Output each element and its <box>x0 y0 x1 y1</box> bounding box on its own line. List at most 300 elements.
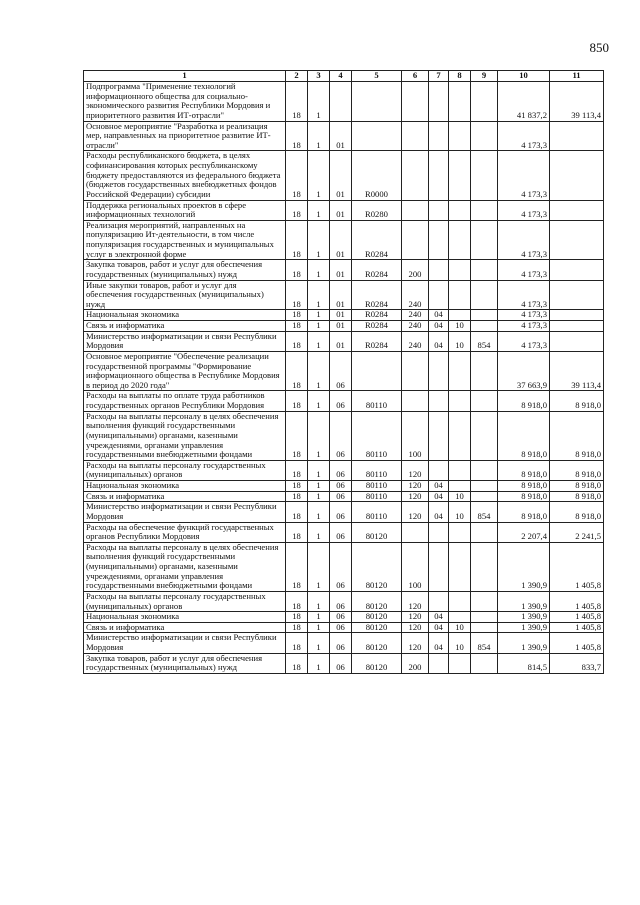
row-code-3-cell: 1 <box>308 460 330 480</box>
row-code-3-cell: 1 <box>308 633 330 653</box>
row-code-6-cell: 120 <box>402 460 429 480</box>
row-code-8-cell <box>449 260 471 280</box>
row-code-7-cell <box>429 522 449 542</box>
row-code-2-cell: 18 <box>286 121 308 151</box>
row-code-9-cell <box>471 481 498 492</box>
row-code-3-cell: 1 <box>308 411 330 460</box>
row-code-9-cell <box>471 542 498 591</box>
row-amount-11-cell: 8 918,0 <box>550 502 604 522</box>
row-code-8-cell <box>449 460 471 480</box>
row-name-cell: Основное мероприятие "Разработка и реализация мер, направленных на приоритетное развитие ИТ-отрасли" <box>84 121 286 151</box>
row-amount-10-cell: 4 173,3 <box>498 280 550 310</box>
row-code-4-cell: 06 <box>330 591 352 611</box>
row-code-3-cell: 1 <box>308 491 330 502</box>
row-code-6-cell: 120 <box>402 622 429 633</box>
row-code-4-cell <box>330 82 352 122</box>
row-code-6-cell: 240 <box>402 280 429 310</box>
row-amount-10-cell: 8 918,0 <box>498 481 550 492</box>
row-code-5-cell: 80110 <box>352 411 402 460</box>
table-row <box>84 491 604 502</box>
row-amount-10-cell: 8 918,0 <box>498 460 550 480</box>
row-code-9-cell <box>471 82 498 122</box>
row-code-5-cell: R0284 <box>352 220 402 260</box>
row-code-8-cell <box>449 653 471 673</box>
row-code-9-cell <box>471 280 498 310</box>
row-code-6-cell <box>402 522 429 542</box>
header-col-4: 4 <box>330 71 352 82</box>
row-code-6-cell: 240 <box>402 331 429 351</box>
header-col-5: 5 <box>352 71 402 82</box>
row-code-4-cell: 06 <box>330 612 352 623</box>
header-col-11: 11 <box>550 71 604 82</box>
row-code-9-cell: 854 <box>471 502 498 522</box>
table-header-row <box>84 71 604 82</box>
budget-table <box>83 70 604 674</box>
table-row <box>84 522 604 542</box>
row-code-8-cell: 10 <box>449 321 471 332</box>
row-code-7-cell: 04 <box>429 321 449 332</box>
row-code-2-cell: 18 <box>286 481 308 492</box>
row-name-cell: Расходы республиканского бюджета, в целях софинансирования которых республиканскому бюджету предоставляются из федерального бюджета (бюджетов государственных внебюджетных фондов Российской Федерации) субсидии <box>84 151 286 200</box>
row-code-9-cell <box>471 591 498 611</box>
row-code-5-cell <box>352 82 402 122</box>
row-code-5-cell: 80120 <box>352 653 402 673</box>
row-name-cell: Министерство информатизации и связи Республики Мордовия <box>84 633 286 653</box>
row-amount-10-cell: 1 390,9 <box>498 542 550 591</box>
row-code-4-cell: 06 <box>330 351 352 391</box>
header-col-6: 6 <box>402 71 429 82</box>
row-code-8-cell <box>449 200 471 220</box>
row-name-cell: Национальная экономика <box>84 612 286 623</box>
row-code-2-cell: 18 <box>286 310 308 321</box>
table-row <box>84 481 604 492</box>
table-row <box>84 502 604 522</box>
table-row <box>84 460 604 480</box>
row-code-7-cell <box>429 653 449 673</box>
header-col-10: 10 <box>498 71 550 82</box>
row-code-3-cell: 1 <box>308 591 330 611</box>
row-code-6-cell: 100 <box>402 411 429 460</box>
row-code-5-cell: 80120 <box>352 542 402 591</box>
row-code-3-cell: 1 <box>308 481 330 492</box>
row-amount-11-cell <box>550 321 604 332</box>
row-code-2-cell: 18 <box>286 280 308 310</box>
row-amount-11-cell: 8 918,0 <box>550 391 604 411</box>
header-col-8: 8 <box>449 71 471 82</box>
row-amount-11-cell: 39 113,4 <box>550 351 604 391</box>
row-code-2-cell: 18 <box>286 460 308 480</box>
row-code-4-cell: 06 <box>330 522 352 542</box>
row-amount-11-cell: 8 918,0 <box>550 411 604 460</box>
row-code-2-cell: 18 <box>286 622 308 633</box>
row-code-7-cell: 04 <box>429 612 449 623</box>
row-code-5-cell: 80120 <box>352 612 402 623</box>
table-row <box>84 411 604 460</box>
row-code-5-cell: 80110 <box>352 481 402 492</box>
row-amount-11-cell: 8 918,0 <box>550 460 604 480</box>
row-code-8-cell <box>449 280 471 310</box>
row-code-2-cell: 18 <box>286 200 308 220</box>
page-number: 850 <box>589 40 609 55</box>
row-name-cell: Расходы на выплаты персоналу государственных (муниципальных) органов <box>84 591 286 611</box>
row-amount-10-cell: 1 390,9 <box>498 591 550 611</box>
row-code-3-cell: 1 <box>308 151 330 200</box>
row-code-2-cell: 18 <box>286 591 308 611</box>
row-amount-11-cell <box>550 121 604 151</box>
row-code-8-cell: 10 <box>449 331 471 351</box>
row-code-2-cell: 18 <box>286 351 308 391</box>
table-row <box>84 542 604 591</box>
row-name-cell: Расходы на обеспечение функций государственных органов Республики Мордовия <box>84 522 286 542</box>
row-code-9-cell <box>471 121 498 151</box>
row-name-cell: Закупка товаров, работ и услуг для обеспечения государственных (муниципальных) нужд <box>84 260 286 280</box>
row-code-7-cell: 04 <box>429 622 449 633</box>
row-name-cell: Министерство информатизации и связи Республики Мордовия <box>84 502 286 522</box>
row-amount-10-cell: 8 918,0 <box>498 411 550 460</box>
row-code-6-cell: 200 <box>402 260 429 280</box>
row-code-4-cell: 06 <box>330 491 352 502</box>
row-code-9-cell <box>471 151 498 200</box>
row-code-7-cell <box>429 220 449 260</box>
row-code-9-cell <box>471 653 498 673</box>
row-code-7-cell <box>429 460 449 480</box>
row-code-4-cell: 06 <box>330 633 352 653</box>
row-code-3-cell: 1 <box>308 82 330 122</box>
table-row <box>84 121 604 151</box>
row-code-4-cell: 01 <box>330 321 352 332</box>
row-code-8-cell: 10 <box>449 633 471 653</box>
row-name-cell: Расходы на выплаты по оплате труда работников государственных органов Республики Мордовия <box>84 391 286 411</box>
row-code-7-cell: 04 <box>429 633 449 653</box>
row-code-5-cell: 80110 <box>352 460 402 480</box>
row-code-8-cell <box>449 121 471 151</box>
row-code-8-cell <box>449 82 471 122</box>
table-row <box>84 280 604 310</box>
row-amount-11-cell: 1 405,8 <box>550 591 604 611</box>
row-code-3-cell: 1 <box>308 121 330 151</box>
row-name-cell: Национальная экономика <box>84 481 286 492</box>
row-amount-10-cell: 8 918,0 <box>498 502 550 522</box>
row-code-8-cell <box>449 151 471 200</box>
row-code-5-cell: 80110 <box>352 391 402 411</box>
row-amount-11-cell: 1 405,8 <box>550 612 604 623</box>
row-code-9-cell <box>471 622 498 633</box>
row-code-7-cell <box>429 260 449 280</box>
row-code-8-cell: 10 <box>449 502 471 522</box>
row-name-cell: Расходы на выплаты персоналу государственных (муниципальных) органов <box>84 460 286 480</box>
row-code-6-cell <box>402 220 429 260</box>
row-code-2-cell: 18 <box>286 220 308 260</box>
row-amount-11-cell: 39 113,4 <box>550 82 604 122</box>
row-code-6-cell: 120 <box>402 502 429 522</box>
row-amount-10-cell: 4 173,3 <box>498 321 550 332</box>
row-amount-10-cell: 2 207,4 <box>498 522 550 542</box>
row-code-6-cell <box>402 151 429 200</box>
row-code-4-cell: 01 <box>330 121 352 151</box>
row-code-7-cell: 04 <box>429 502 449 522</box>
row-code-5-cell: 80120 <box>352 622 402 633</box>
header-col-1: 1 <box>84 71 286 82</box>
row-code-9-cell <box>471 411 498 460</box>
table-row <box>84 321 604 332</box>
row-name-cell: Расходы на выплаты персоналу в целях обеспечения выполнения функций государственными (муниципальными) органами, казенными учреждениями, органами управления государственными внебюджетными фондами <box>84 411 286 460</box>
row-code-9-cell <box>471 460 498 480</box>
row-code-6-cell: 120 <box>402 491 429 502</box>
table-row <box>84 351 604 391</box>
row-code-9-cell <box>471 200 498 220</box>
row-code-8-cell <box>449 310 471 321</box>
row-code-4-cell: 06 <box>330 653 352 673</box>
row-code-6-cell <box>402 391 429 411</box>
row-code-9-cell <box>471 260 498 280</box>
row-code-2-cell: 18 <box>286 411 308 460</box>
row-name-cell: Поддержка региональных проектов в сфере информационных технологий <box>84 200 286 220</box>
row-code-9-cell <box>471 391 498 411</box>
row-code-9-cell <box>471 491 498 502</box>
header-col-7: 7 <box>429 71 449 82</box>
row-code-6-cell: 120 <box>402 591 429 611</box>
row-code-2-cell: 18 <box>286 260 308 280</box>
table-row <box>84 622 604 633</box>
row-code-9-cell: 854 <box>471 331 498 351</box>
table-row <box>84 82 604 122</box>
row-code-9-cell <box>471 220 498 260</box>
row-amount-11-cell <box>550 200 604 220</box>
row-amount-11-cell: 8 918,0 <box>550 491 604 502</box>
row-amount-10-cell: 41 837,2 <box>498 82 550 122</box>
row-amount-10-cell: 1 390,9 <box>498 633 550 653</box>
row-name-cell: Связь и информатика <box>84 321 286 332</box>
row-name-cell: Расходы на выплаты персоналу в целях обеспечения выполнения функций государственными (муниципальными) органами, казенными учреждениями, органами управления государственными внебюджетными фондами <box>84 542 286 591</box>
row-code-7-cell <box>429 411 449 460</box>
row-code-7-cell: 04 <box>429 491 449 502</box>
row-code-3-cell: 1 <box>308 331 330 351</box>
row-code-7-cell <box>429 121 449 151</box>
row-amount-11-cell <box>550 151 604 200</box>
row-code-7-cell <box>429 200 449 220</box>
row-code-5-cell: R0000 <box>352 151 402 200</box>
row-amount-10-cell: 4 173,3 <box>498 260 550 280</box>
row-amount-11-cell <box>550 220 604 260</box>
row-code-4-cell: 01 <box>330 310 352 321</box>
row-code-4-cell: 01 <box>330 280 352 310</box>
row-code-5-cell: R0284 <box>352 310 402 321</box>
row-code-5-cell: 80120 <box>352 591 402 611</box>
row-code-7-cell: 04 <box>429 310 449 321</box>
row-code-6-cell <box>402 82 429 122</box>
row-name-cell: Закупка товаров, работ и услуг для обеспечения государственных (муниципальных) нужд <box>84 653 286 673</box>
row-code-4-cell: 06 <box>330 622 352 633</box>
row-name-cell: Связь и информатика <box>84 622 286 633</box>
row-code-7-cell: 04 <box>429 481 449 492</box>
row-code-5-cell: 80110 <box>352 491 402 502</box>
row-code-6-cell <box>402 200 429 220</box>
row-code-8-cell <box>449 591 471 611</box>
row-code-5-cell: 80120 <box>352 633 402 653</box>
row-code-4-cell: 06 <box>330 460 352 480</box>
row-code-6-cell: 200 <box>402 653 429 673</box>
row-amount-11-cell: 1 405,8 <box>550 633 604 653</box>
row-code-7-cell <box>429 591 449 611</box>
row-amount-10-cell: 814,5 <box>498 653 550 673</box>
row-code-4-cell: 06 <box>330 481 352 492</box>
row-code-6-cell: 240 <box>402 321 429 332</box>
row-code-3-cell: 1 <box>308 391 330 411</box>
row-code-4-cell: 01 <box>330 260 352 280</box>
row-code-3-cell: 1 <box>308 351 330 391</box>
row-code-2-cell: 18 <box>286 502 308 522</box>
row-code-8-cell <box>449 391 471 411</box>
row-amount-11-cell: 1 405,8 <box>550 622 604 633</box>
row-code-8-cell: 10 <box>449 622 471 633</box>
row-code-6-cell: 120 <box>402 633 429 653</box>
row-code-8-cell <box>449 351 471 391</box>
row-code-2-cell: 18 <box>286 82 308 122</box>
row-code-2-cell: 18 <box>286 612 308 623</box>
row-amount-10-cell: 4 173,3 <box>498 151 550 200</box>
header-col-2: 2 <box>286 71 308 82</box>
row-code-6-cell: 120 <box>402 612 429 623</box>
row-name-cell: Иные закупки товаров, работ и услуг для обеспечения государственных (муниципальных) нужд <box>84 280 286 310</box>
row-amount-10-cell: 4 173,3 <box>498 310 550 321</box>
row-code-8-cell <box>449 220 471 260</box>
row-name-cell: Национальная экономика <box>84 310 286 321</box>
row-code-3-cell: 1 <box>308 612 330 623</box>
row-code-5-cell: R0284 <box>352 260 402 280</box>
row-code-5-cell <box>352 351 402 391</box>
row-code-3-cell: 1 <box>308 653 330 673</box>
row-code-7-cell <box>429 542 449 591</box>
row-amount-10-cell: 8 918,0 <box>498 491 550 502</box>
table-row <box>84 591 604 611</box>
row-name-cell: Основное мероприятие "Обеспечение реализации государственной программы "Формирование информационного общества в Республике Мордовия в период до 2020 года" <box>84 351 286 391</box>
row-code-5-cell <box>352 121 402 151</box>
row-code-2-cell: 18 <box>286 522 308 542</box>
row-code-3-cell: 1 <box>308 310 330 321</box>
table-row <box>84 391 604 411</box>
row-amount-10-cell: 4 173,3 <box>498 121 550 151</box>
row-code-4-cell: 01 <box>330 331 352 351</box>
row-code-5-cell: R0284 <box>352 280 402 310</box>
row-code-7-cell <box>429 151 449 200</box>
row-name-cell: Реализация мероприятий, направленных на популяризацию Ит-деятельности, в том числе популяризация государственных и муниципальных услуг в электронной форме <box>84 220 286 260</box>
table-body <box>84 82 604 674</box>
row-code-3-cell: 1 <box>308 542 330 591</box>
row-amount-11-cell <box>550 310 604 321</box>
row-code-8-cell: 10 <box>449 491 471 502</box>
row-code-2-cell: 18 <box>286 653 308 673</box>
row-name-cell: Связь и информатика <box>84 491 286 502</box>
row-code-4-cell: 01 <box>330 220 352 260</box>
row-amount-10-cell: 1 390,9 <box>498 622 550 633</box>
row-amount-10-cell: 4 173,3 <box>498 220 550 260</box>
row-code-9-cell <box>471 310 498 321</box>
row-code-7-cell <box>429 391 449 411</box>
row-code-6-cell: 240 <box>402 310 429 321</box>
row-code-4-cell: 06 <box>330 391 352 411</box>
row-code-3-cell: 1 <box>308 622 330 633</box>
row-code-5-cell: R0280 <box>352 200 402 220</box>
row-code-2-cell: 18 <box>286 633 308 653</box>
row-code-4-cell: 06 <box>330 502 352 522</box>
row-code-8-cell <box>449 481 471 492</box>
row-code-3-cell: 1 <box>308 321 330 332</box>
table-row <box>84 220 604 260</box>
row-code-6-cell <box>402 351 429 391</box>
table-row <box>84 331 604 351</box>
row-code-9-cell <box>471 612 498 623</box>
row-code-2-cell: 18 <box>286 491 308 502</box>
header-col-9: 9 <box>471 71 498 82</box>
row-amount-11-cell: 2 241,5 <box>550 522 604 542</box>
row-amount-10-cell: 37 663,9 <box>498 351 550 391</box>
row-name-cell: Подпрограмма "Применение технологий информационного общества для социально-экономического развития Республики Мордовия и приоритетного развития ИТ-отрасли" <box>84 82 286 122</box>
row-code-4-cell: 06 <box>330 411 352 460</box>
row-code-5-cell: R0284 <box>352 321 402 332</box>
table-row <box>84 310 604 321</box>
row-code-6-cell <box>402 121 429 151</box>
row-code-9-cell <box>471 321 498 332</box>
row-amount-11-cell: 8 918,0 <box>550 481 604 492</box>
table-row <box>84 633 604 653</box>
row-code-8-cell <box>449 542 471 591</box>
row-code-7-cell <box>429 351 449 391</box>
row-code-3-cell: 1 <box>308 522 330 542</box>
row-code-2-cell: 18 <box>286 331 308 351</box>
row-amount-10-cell: 1 390,9 <box>498 612 550 623</box>
row-name-cell: Министерство информатизации и связи Республики Мордовия <box>84 331 286 351</box>
table-row <box>84 260 604 280</box>
table-row <box>84 612 604 623</box>
row-code-6-cell: 100 <box>402 542 429 591</box>
header-col-3: 3 <box>308 71 330 82</box>
row-amount-10-cell: 8 918,0 <box>498 391 550 411</box>
row-code-2-cell: 18 <box>286 151 308 200</box>
row-amount-10-cell: 4 173,3 <box>498 331 550 351</box>
row-code-5-cell: 80110 <box>352 502 402 522</box>
row-code-8-cell <box>449 411 471 460</box>
row-code-9-cell: 854 <box>471 633 498 653</box>
row-code-4-cell: 01 <box>330 200 352 220</box>
row-code-2-cell: 18 <box>286 321 308 332</box>
table-row <box>84 151 604 200</box>
row-amount-11-cell <box>550 280 604 310</box>
row-amount-11-cell: 833,7 <box>550 653 604 673</box>
row-code-3-cell: 1 <box>308 502 330 522</box>
row-code-3-cell: 1 <box>308 260 330 280</box>
table-row <box>84 200 604 220</box>
table-row <box>84 653 604 673</box>
row-code-6-cell: 120 <box>402 481 429 492</box>
row-code-7-cell: 04 <box>429 331 449 351</box>
row-amount-11-cell <box>550 331 604 351</box>
row-code-8-cell <box>449 612 471 623</box>
row-code-7-cell <box>429 280 449 310</box>
row-code-2-cell: 18 <box>286 542 308 591</box>
row-code-4-cell: 06 <box>330 542 352 591</box>
row-amount-11-cell: 1 405,8 <box>550 542 604 591</box>
row-code-3-cell: 1 <box>308 220 330 260</box>
row-code-5-cell: 80120 <box>352 522 402 542</box>
row-code-9-cell <box>471 351 498 391</box>
row-code-4-cell: 01 <box>330 151 352 200</box>
row-code-7-cell <box>429 82 449 122</box>
row-code-2-cell: 18 <box>286 391 308 411</box>
row-amount-11-cell <box>550 260 604 280</box>
row-code-5-cell: R0284 <box>352 331 402 351</box>
row-code-8-cell <box>449 522 471 542</box>
row-amount-10-cell: 4 173,3 <box>498 200 550 220</box>
